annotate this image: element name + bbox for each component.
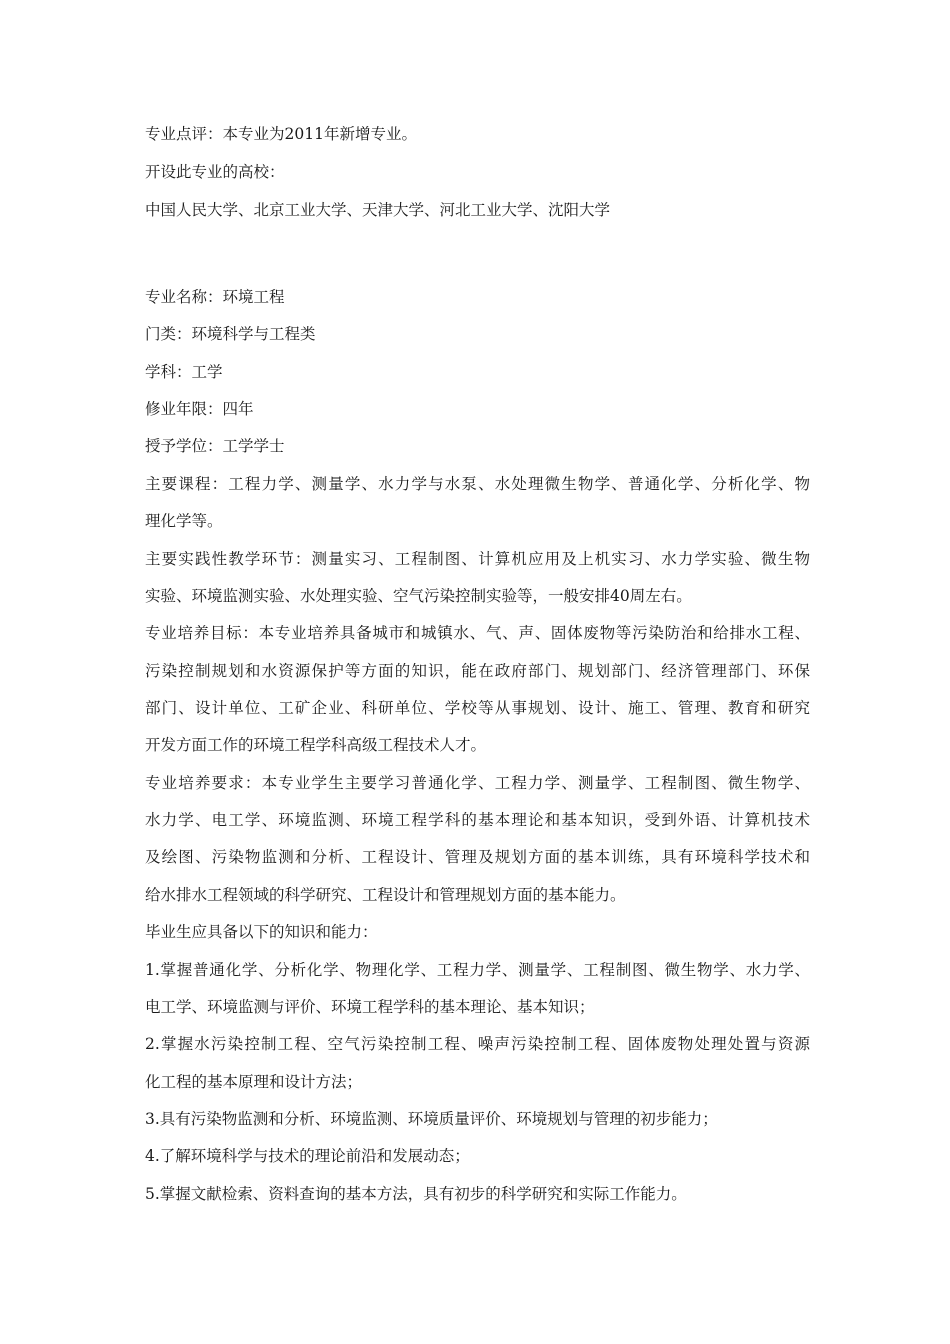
major-duration: 修业年限：四年 xyxy=(145,400,254,418)
schools-label: 开设此专业的高校： xyxy=(145,163,285,181)
ability-item: 电工学、环境监测与评价、环境工程学科的基本理论、基本知识； xyxy=(145,998,595,1016)
schools-list: 中国人民大学、北京工业大学、天津大学、河北工业大学、沈阳大学 xyxy=(145,201,611,219)
practice-line: 实验、环境监测实验、水处理实验、空气污染控制实验等，一般安排40周左右。 xyxy=(145,587,692,605)
requirements-line: 给水排水工程领域的科学研究、工程设计和管理规划方面的基本能力。 xyxy=(145,886,626,904)
major-degree: 授予学位：工学学士 xyxy=(145,437,285,455)
objective-line: 部门、设计单位、工矿企业、科研单位、学校等从事规划、设计、施工、管理、教育和研究 xyxy=(145,699,810,717)
objective-line: 污染控制规划和水资源保护等方面的知识，能在政府部门、规划部门、经济管理部门、环保 xyxy=(145,662,810,680)
objective-line: 专业培养目标：本专业培养具备城市和城镇水、气、声、固体废物等污染防治和给排水工程、 xyxy=(145,624,810,642)
major-review: 专业点评：本专业为2011年新增专业。 xyxy=(145,125,417,143)
ability-item: 4.了解环境科学与技术的理论前沿和发展动态； xyxy=(145,1147,470,1165)
practice-line: 主要实践性教学环节：测量实习、工程制图、计算机应用及上机实习、水力学实验、微生物 xyxy=(145,550,810,568)
ability-item: 化工程的基本原理和设计方法； xyxy=(145,1073,363,1091)
major-discipline: 学科：工学 xyxy=(145,363,223,381)
ability-item: 2.掌握水污染控制工程、空气污染控制工程、噪声污染控制工程、固体废物处理处置与资源 xyxy=(145,1035,810,1053)
ability-item: 1.掌握普通化学、分析化学、物理化学、工程力学、测量学、工程制图、微生物学、水力学、 xyxy=(145,961,810,979)
requirements-line: 及绘图、污染物监测和分析、工程设计、管理及规划方面的基本训练，具有环境科学技术和 xyxy=(145,848,810,866)
objective-line: 开发方面工作的环境工程学科高级工程技术人才。 xyxy=(145,736,487,754)
courses-line: 主要课程：工程力学、测量学、水力学与水泵、水处理微生物学、普通化学、分析化学、物 xyxy=(145,475,810,493)
courses-line: 理化学等。 xyxy=(145,512,223,530)
ability-item: 5.掌握文献检索、资料查询的基本方法，具有初步的科学研究和实际工作能力。 xyxy=(145,1185,687,1203)
abilities-label: 毕业生应具备以下的知识和能力： xyxy=(145,923,378,941)
major-category: 门类：环境科学与工程类 xyxy=(145,325,316,343)
requirements-line: 专业培养要求：本专业学生主要学习普通化学、工程力学、测量学、工程制图、微生物学、 xyxy=(145,774,810,792)
ability-item: 3.具有污染物监测和分析、环境监测、环境质量评价、环境规划与管理的初步能力； xyxy=(145,1110,718,1128)
requirements-line: 水力学、电工学、环境监测、环境工程学科的基本理论和基本知识，受到外语、计算机技术 xyxy=(145,811,810,829)
major-name: 专业名称：环境工程 xyxy=(145,288,285,306)
